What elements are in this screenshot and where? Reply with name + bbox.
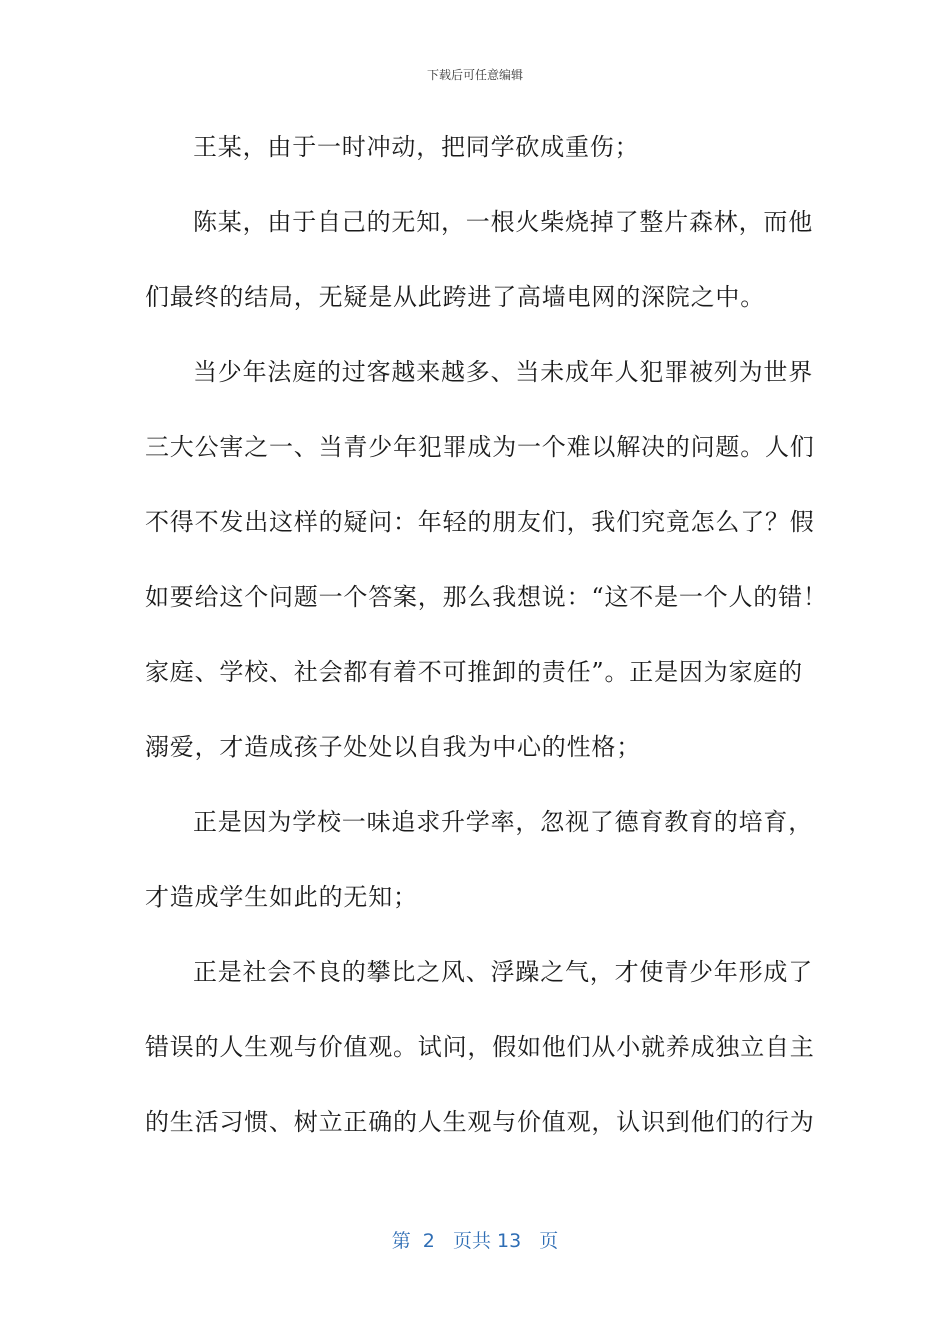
paragraph-line: 错误的人生观与价值观。试问，假如他们从小就养成独立自主: [145, 1033, 815, 1061]
paragraph-line: 如要给这个问题一个答案，那么我想说：“这不是一个人的错！: [145, 583, 828, 611]
paragraph-line: 们最终的结局，无疑是从此跨进了高墙电网的深院之中。: [145, 283, 765, 311]
paragraph-line: 溺爱，才造成孩子处处以自我为中心的性格；: [145, 733, 641, 761]
paragraph-line: 不得不发出这样的疑问：年轻的朋友们，我们究竟怎么了？假: [145, 508, 815, 536]
paragraph-line: 正是因为学校一味追求升学率，忽视了德育教育的培育，: [193, 808, 813, 836]
paragraph-line: 才造成学生如此的无知；: [145, 883, 418, 911]
document-body: [145, 128, 828, 1178]
paragraph-line: 家庭、学校、社会都有着不可推卸的责任”。正是因为家庭的: [145, 658, 803, 686]
page-header: 下载后可任意编辑: [426, 68, 523, 82]
paragraph-line: 三大公害之一、当青少年犯罪成为一个难以解决的问题。人们: [145, 433, 815, 461]
paragraph-line: 陈某，由于自己的无知，一根火柴烧掉了整片森林，而他: [193, 208, 813, 236]
paragraph-line: 王某，由于一时冲动，把同学砍成重伤；: [193, 133, 640, 161]
paragraph-line: 当少年法庭的过客越来越多、当未成年人犯罪被列为世界: [193, 358, 813, 386]
paragraph-line: 正是社会不良的攀比之风、浮躁之气，才使青少年形成了: [193, 958, 813, 986]
page-number-footer: 第 2 页共 13 页: [391, 1230, 559, 1252]
paragraph-line: 的生活习惯、树立正确的人生观与价值观，认识到他们的行为: [145, 1108, 815, 1136]
